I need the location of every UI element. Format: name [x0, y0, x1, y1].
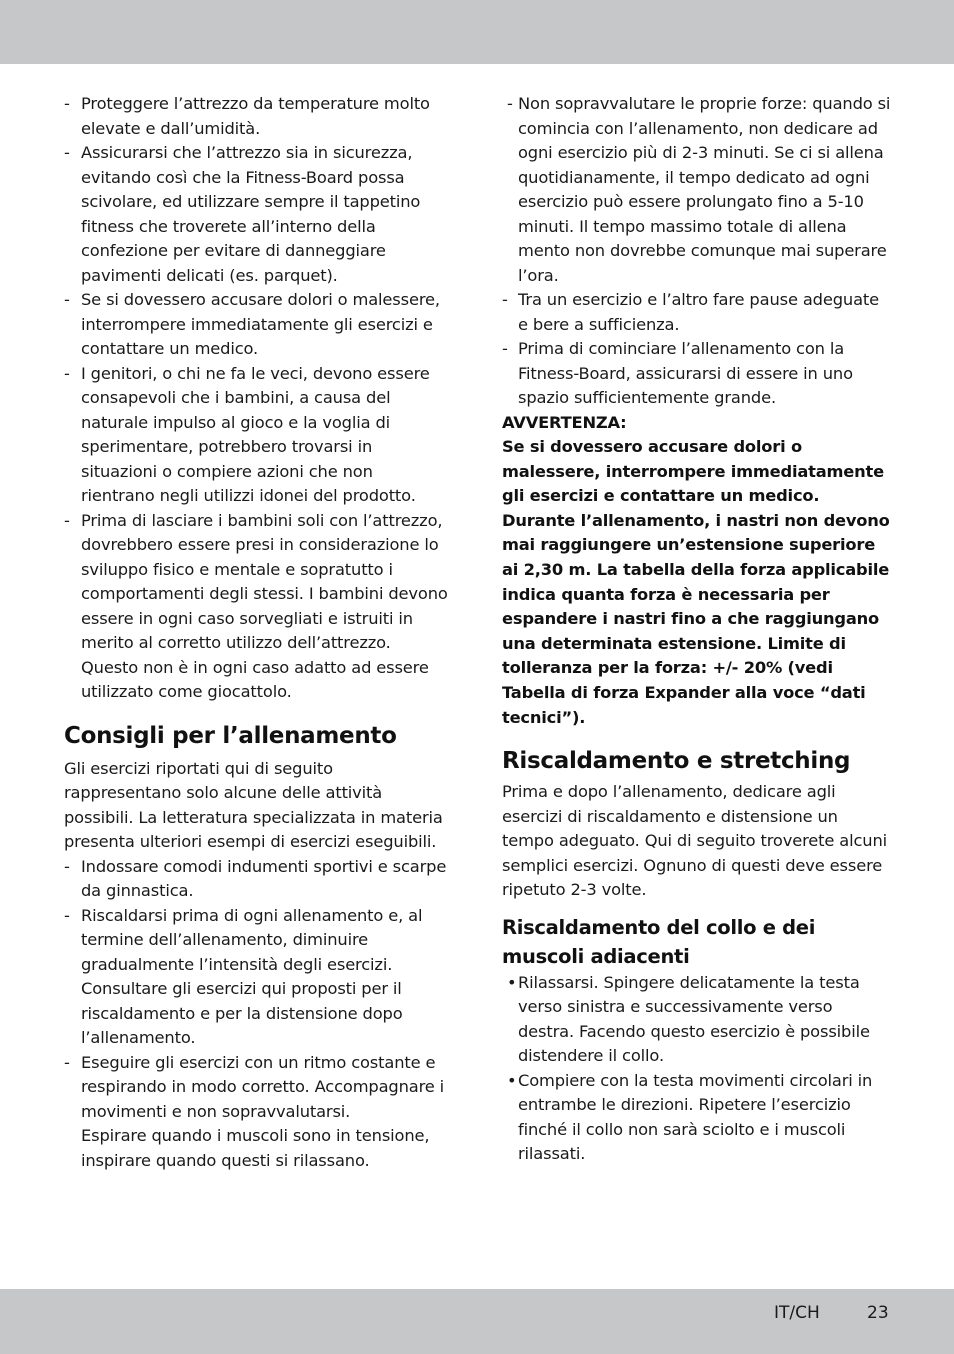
list-item-text: Indossare comodi indumenti sportivi e scarpe da ginnastica. [81, 856, 447, 900]
list-item-text: Non sopravvalutare le proprie forze: quando si comincia con l’allenamento, non dedicare ad ogni esercizio più di 2-3 minuti. Se ci si allena quotidianamente, il tempo dedicato ad ogni esercizio può essere prolungato fino a 5-10 minuti. Il tempo massimo totale di allena mento non dovrebbe comunque mai superare l’ora. [518, 94, 891, 285]
list-item-text: Compiere con la testa movimenti circolari in entrambe le direzioni. Ripetere l’esercizio finché il collo non sarà sciolto e i muscoli rilassati. [518, 1070, 873, 1164]
list-item: - I genitori, o chi ne fa le veci, devono essere consapevoli che i bambini, a causa del naturale impulso al gioco e la voglia di sperimentare, potrebbero trovarsi in situazioni o compiere azioni che non rientrano negli utilizzi idonei del prodotto. [64, 363, 430, 505]
list-item: • Rilassarsi. Spingere delicatamente la testa verso sinistra e successivamente verso destra. Facendo questo esercizio è possibile distendere il collo. [502, 972, 870, 1066]
list-item-text: Prima di cominciare l’allenamento con la Fitness-Board, assicurarsi di essere in uno spazio sufficientemente grande. [518, 339, 853, 407]
right-column [502, 92, 892, 1167]
list-item-text: I genitori, o chi ne fa le veci, devono essere consapevoli che i bambini, a causa del naturale impulso al gioco e la voglia di sperimentare, potrebbero trovarsi in situazioni o compiere azioni che non rientrano negli utilizzi idonei del prodotto. [81, 363, 430, 505]
warmup-intro: Prima e dopo l’allenamento, dedicare agli esercizi di riscaldamento e distensione un tempo adeguato. Qui di seguito troverete alcuni semplici esercizi. Ognuno di questi deve essere ripetuto 2-3 volte. [502, 782, 887, 900]
list-item-text: Tra un esercizio e l’altro fare pause adeguate e bere a sufficienza. [518, 290, 879, 334]
section-title-training-tips: Consigli per l’allenamento [64, 722, 397, 749]
footer-region: IT/CH [774, 1303, 820, 1323]
list-item: - Eseguire gli esercizi con un ritmo costante e respirando in modo corretto. Accompagnare i movimenti e non sopravvalutarsi. [64, 1052, 445, 1121]
subsection-title-neck: Riscaldamento del collo e dei muscoli adiacenti [502, 915, 816, 968]
training-intro: Gli esercizi riportati qui di seguito rappresentano solo alcune delle attività possibili. La letteratura specializzata in materia presenta ulteriori esempi di esercizi eseguibili. [64, 758, 443, 851]
list-item-text: Eseguire gli esercizi con un ritmo costante e respirando in modo corretto. Accompagnare i movimenti e non sopravvalutarsi. [81, 1052, 445, 1121]
list-item-text: Prima di lasciare i bambini soli con l’attrezzo, dovrebbero essere presi in considerazione lo sviluppo fisico e mentale e sopratutto i comportamenti degli stessi. I bambini devono essere in ogni caso sorvegliati e istruiti in merito al corretto utilizzo dell’attrezzo. [81, 510, 448, 652]
safety-list [64, 92, 449, 656]
list-item: - Proteggere l’attrezzo da temperature molto elevate e dall’umidità. [64, 94, 430, 138]
list-item-text: Rilassarsi. Spingere delicatamente la testa verso sinistra e successivamente verso destra. Facendo questo esercizio è possibile distendere il collo. [518, 972, 870, 1066]
list-item: - Prima di cominciare l’allenamento con la Fitness-Board, assicurarsi di essere in uno spazio sufficientemente grande. [502, 339, 853, 407]
list-continuation: Espirare quando i muscoli sono in tensione, inspirare quando questi si rilassano. [81, 1126, 430, 1170]
list-item: - Se si dovessero accusare dolori o malessere, interrompere immediatamente gli esercizi e contattare un medico. [64, 290, 440, 358]
list-continuation: Questo non è in ogni caso adatto ad essere utilizzato come giocattolo. [81, 657, 429, 701]
list-item-text: Se si dovessero accusare dolori o malessere, interrompere immediatamente gli esercizi e contattare un medico. [81, 290, 440, 358]
training-tips-list [64, 855, 449, 1125]
list-item-text: Assicurarsi che l’attrezzo sia in sicurezza, evitando così che la Fitness-Board possa scivolare, ed utilizzare sempre il tappetino fitness che troverete all’interno della confezione per evitare di danneggiare pavimenti delicati (es. parquet). [81, 143, 421, 285]
list-item: - Riscaldarsi prima di ogni allenamento e, al termine dell’allenamento, diminuire gradualmente l’intensità degli esercizi. Consultare gli esercizi qui proposti per il riscaldamento e per la distensione dopo l’allenamento. [64, 905, 423, 1047]
list-item: - Prima di lasciare i bambini soli con l’attrezzo, dovrebbero essere presi in considerazione lo sviluppo fisico e mentale e sopratutto i comportamenti degli stessi. I bambini devono essere in ogni caso sorvegliati e istruiti in merito al corretto utilizzo dell’attrezzo. [64, 510, 448, 652]
list-item-text: Riscaldarsi prima di ogni allenamento e, al termine dell’allenamento, diminuire gradualmente l’intensità degli esercizi. Consultare gli esercizi qui proposti per il riscaldamento e per la distensione dopo l’allenamento. [81, 905, 423, 1047]
warning-text: Se si dovessero accusare dolori o malessere, interrompere immediatamente gli esercizi e contattare un medico. Durante l’allenamento, i nastri non devono mai raggiungere un’estensione superiore ai 2,30 m. La tabella della forza applicabile indica quanta forza è necessaria per espandere i nastri fino a che raggiungano una determinata estensione. Limite di tolleranza per la forza: +/- 20% (vedi Tabella di forza Expander alla voce “dati tecnici”). [502, 437, 890, 727]
list-item-text: Proteggere l’attrezzo da temperature molto elevate e dall’umidità. [81, 94, 430, 138]
page-number: 23 [867, 1303, 889, 1323]
section-title-warmup: Riscaldamento e stretching [502, 748, 851, 775]
list-item: - Tra un esercizio e l’altro fare pause adeguate e bere a sufficienza. [502, 290, 879, 334]
list-item: - Assicurarsi che l’attrezzo sia in sicurezza, evitando così che la Fitness-Board possa scivolare, ed utilizzare sempre il tappetino fitness che troverete all’interno della confezione per evitare di danneggiare pavimenti delicati (es. parquet). [64, 143, 421, 285]
header-bar [0, 0, 954, 64]
list-item: - Non sopravvalutare le proprie forze: quando si comincia con l’allenamento, non dedicare ad ogni esercizio più di 2-3 minuti. Se ci si allena quotidianamente, il tempo dedicato ad ogni esercizio può essere prolungato fino a 5-10 minuti. Il tempo massimo totale di allena mento non dovrebbe comunque mai superare l’ora. [502, 94, 891, 285]
list-item: • Compiere con la testa movimenti circolari in entrambe le direzioni. Ripetere l’esercizio finché il collo non sarà sciolto e i muscoli rilassati. [502, 1070, 873, 1164]
training-rules-list [502, 92, 892, 411]
warning-label: AVVERTENZA: [502, 412, 627, 432]
neck-exercises-list [502, 971, 892, 1167]
left-column [64, 92, 449, 1173]
list-item: - Indossare comodi indumenti sportivi e scarpe da ginnastica. [64, 856, 447, 900]
